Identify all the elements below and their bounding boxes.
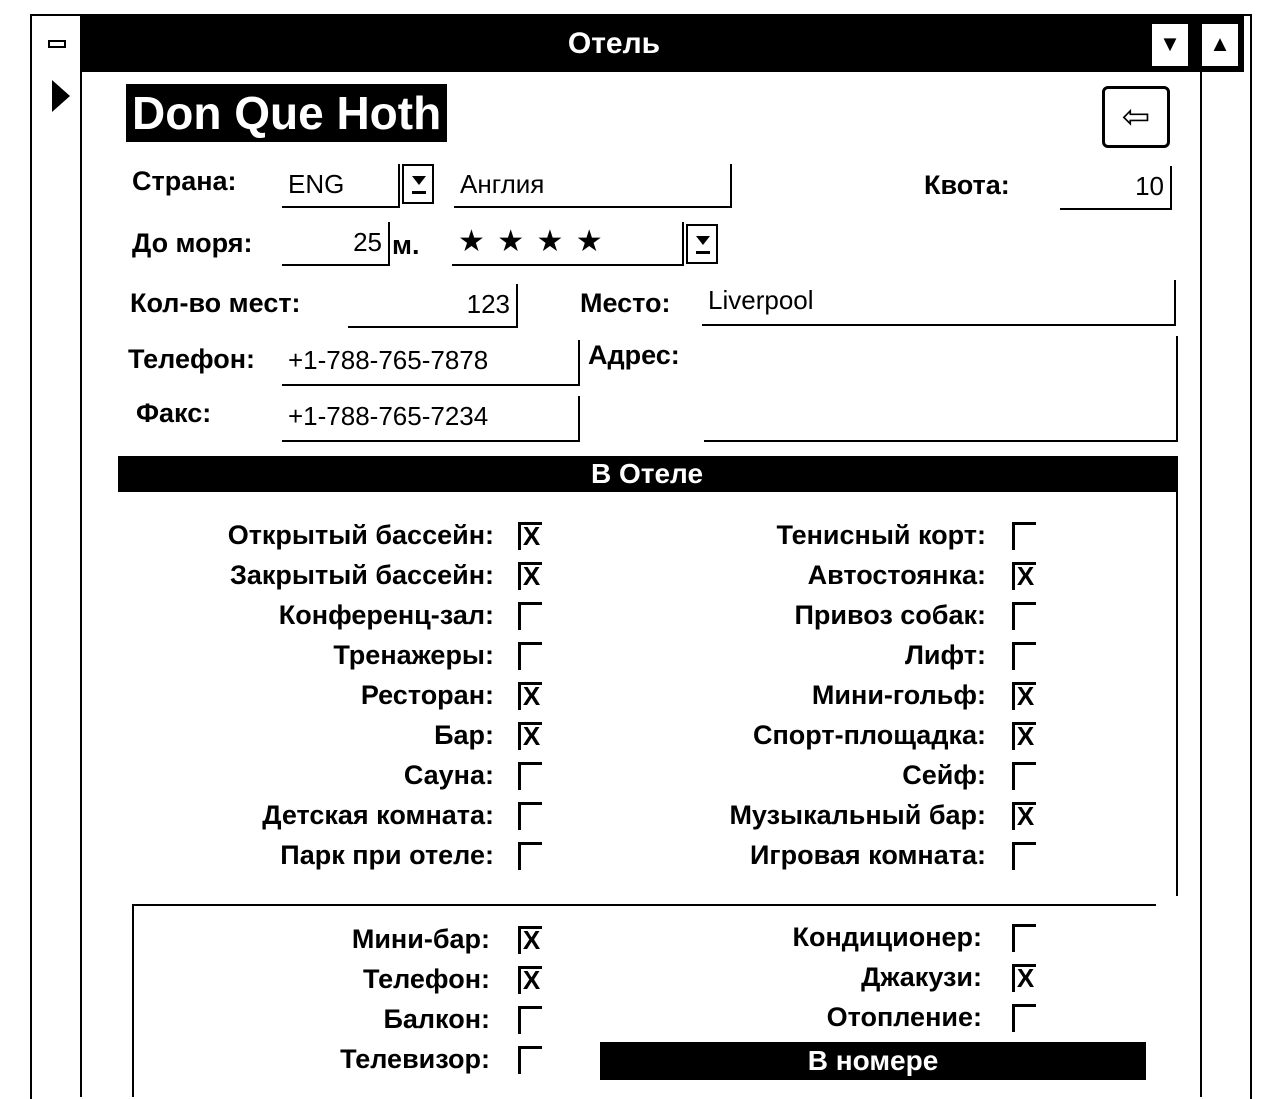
amenity-label: Джакузи: [861, 962, 982, 992]
country-code-field[interactable]: ENG [282, 164, 400, 208]
amenity-label: Лифт: [904, 640, 986, 670]
amenity-checkbox[interactable]: X [1012, 802, 1036, 830]
quota-label: Квота: [924, 170, 1010, 200]
city-label: Место: [580, 288, 671, 318]
amenity-checkbox[interactable]: X [518, 682, 542, 710]
amenity-label: Тенисный корт: [776, 520, 986, 550]
address-field[interactable] [704, 336, 1178, 442]
amenity-label: Спорт-площадка: [752, 720, 986, 750]
amenity-label: Отопление: [826, 1002, 982, 1032]
system-menu-button[interactable] [32, 16, 82, 72]
amenity-label: Открытый бассейн: [227, 520, 494, 550]
amenity-label: Сауна: [403, 760, 494, 790]
sea-distance-unit: м. [392, 230, 420, 260]
exit-button[interactable] [1102, 86, 1170, 148]
hotel-section-border [1176, 456, 1178, 896]
window-title: Отель [567, 27, 661, 60]
hotel-section-header: В Отеле [118, 456, 1176, 492]
amenity-checkbox[interactable]: X [1012, 964, 1036, 992]
phone-label: Телефон: [128, 344, 256, 374]
country-dropdown-button[interactable] [402, 164, 434, 204]
amenity-label: Кондиционер: [792, 922, 982, 952]
amenity-label: Мини-гольф: [811, 680, 986, 710]
room-section-header: В номере [600, 1042, 1146, 1080]
country-name-field[interactable]: Англия [454, 164, 732, 208]
amenity-checkbox[interactable] [518, 642, 542, 670]
category-stars-field[interactable]: ★ ★ ★ ★ [452, 222, 684, 266]
amenity-label: Ресторан: [360, 680, 494, 710]
fax-label: Факс: [136, 398, 212, 428]
amenity-checkbox[interactable] [1012, 1004, 1036, 1032]
amenity-checkbox[interactable] [1012, 762, 1036, 790]
amenity-checkbox[interactable] [518, 1046, 542, 1074]
system-menu-icon [48, 40, 66, 48]
amenity-checkbox[interactable]: X [1012, 682, 1036, 710]
triangle-up-icon: ▲ [1209, 31, 1231, 56]
amenity-label: Конференц-зал: [278, 600, 494, 630]
amenity-checkbox[interactable] [1012, 602, 1036, 630]
amenity-label: Привоз собак: [794, 600, 986, 630]
amenity-checkbox[interactable] [518, 802, 542, 830]
amenity-checkbox[interactable]: X [1012, 722, 1036, 750]
amenity-label: Закрытый бассейн: [229, 560, 494, 590]
amenity-checkbox[interactable] [1012, 642, 1036, 670]
amenity-checkbox[interactable] [518, 842, 542, 870]
amenity-checkbox[interactable]: X [518, 966, 542, 994]
amenity-label: Автостоянка: [807, 560, 986, 590]
sea-distance-field[interactable]: 25 [282, 222, 390, 266]
minimize-button[interactable] [1150, 22, 1190, 68]
triangle-down-icon: ▼ [1159, 31, 1181, 56]
amenity-checkbox[interactable] [1012, 924, 1036, 952]
places-count-label: Кол-во мест: [130, 288, 301, 318]
quota-field[interactable]: 10 [1060, 166, 1172, 210]
country-label: Страна: [132, 166, 237, 196]
amenity-checkbox[interactable]: X [518, 562, 542, 590]
amenity-label: Балкон: [383, 1004, 490, 1034]
amenity-label: Игровая комната: [750, 840, 986, 870]
right-border [1200, 72, 1202, 1097]
amenity-label: Бар: [434, 720, 494, 750]
amenity-label: Сейф: [902, 760, 986, 790]
amenity-checkbox[interactable]: X [1012, 562, 1036, 590]
amenity-label: Тренажеры: [333, 640, 494, 670]
current-record-arrow-icon [52, 80, 70, 112]
amenity-label: Телефон: [362, 964, 490, 994]
category-dropdown-button[interactable] [686, 224, 718, 264]
address-label: Адрес: [588, 340, 680, 370]
city-field[interactable]: Liverpool [702, 280, 1176, 326]
amenity-label: Телевизор: [340, 1044, 490, 1074]
hotel-name-field[interactable]: Don Que Hoth [126, 84, 447, 142]
amenity-checkbox[interactable]: X [518, 926, 542, 954]
amenity-checkbox[interactable] [518, 602, 542, 630]
amenity-label: Музыкальный бар: [729, 800, 986, 830]
fax-field[interactable]: +1-788-765-7234 [282, 396, 580, 442]
amenity-checkbox[interactable] [518, 1006, 542, 1034]
amenity-checkbox[interactable]: X [518, 522, 542, 550]
amenity-checkbox[interactable] [1012, 522, 1036, 550]
amenity-label: Мини-бар: [351, 924, 490, 954]
sea-distance-label: До моря: [132, 228, 253, 258]
phone-field[interactable]: +1-788-765-7878 [282, 340, 580, 386]
amenity-checkbox[interactable] [518, 762, 542, 790]
maximize-button[interactable] [1200, 22, 1240, 68]
amenity-checkbox[interactable]: X [518, 722, 542, 750]
amenity-checkbox[interactable] [1012, 842, 1036, 870]
places-count-field[interactable]: 123 [348, 284, 518, 328]
amenity-label: Детская комната: [262, 800, 494, 830]
amenity-label: Парк при отеле: [280, 840, 494, 870]
exit-door-icon: ⇦ [1121, 98, 1151, 136]
